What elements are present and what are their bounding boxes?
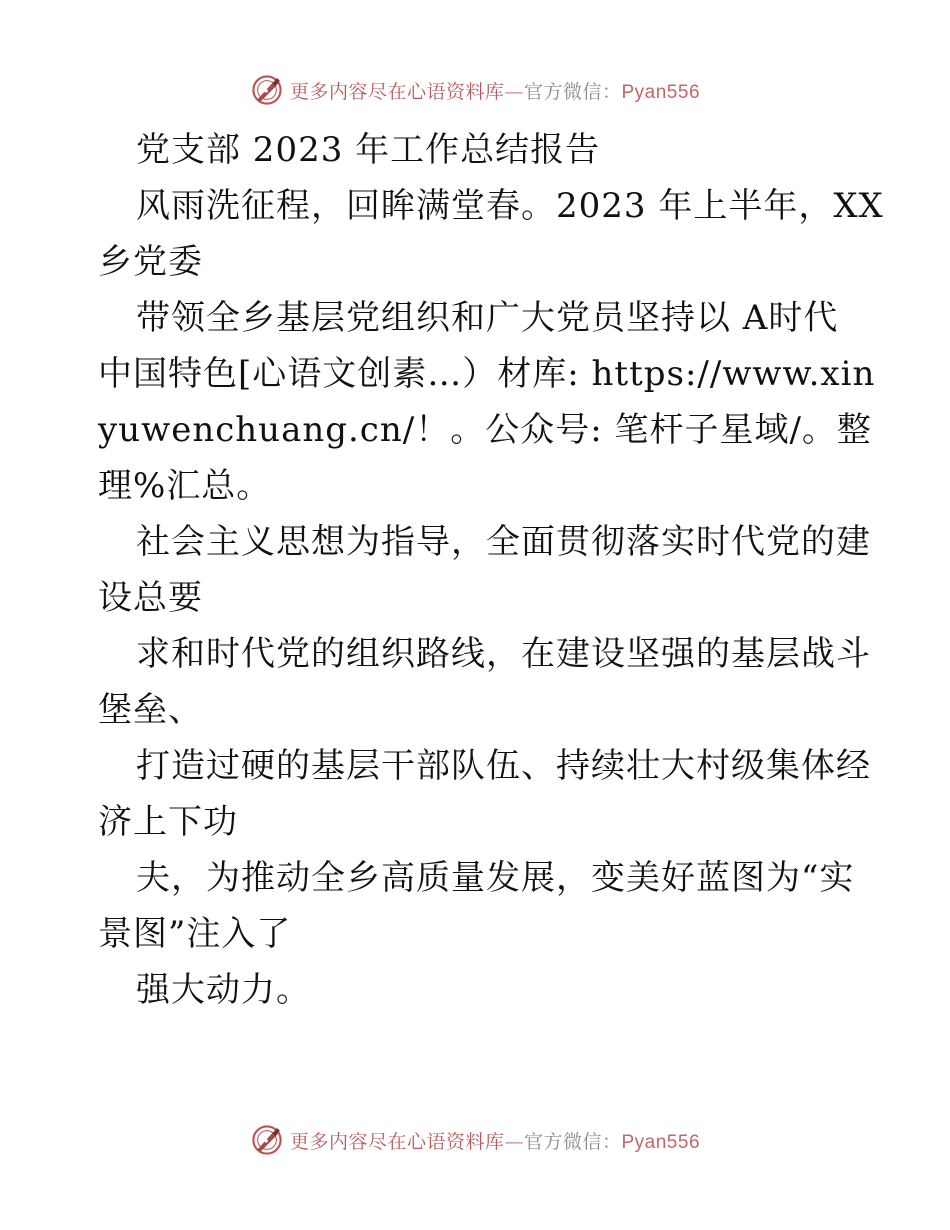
paragraph-line: 景图”注入了: [98, 914, 292, 954]
paragraph-line: 带领全乡基层党组织和广大党员坚持以 A时代: [136, 298, 839, 338]
paragraph-line: 强大动力。: [136, 970, 311, 1010]
paragraph-line: 乡党委: [98, 242, 203, 282]
paragraph-line: 堡垒、: [98, 690, 203, 730]
header-watermark: [0, 70, 950, 110]
paragraph-line: 求和时代党的组织路线，在建设坚强的基层战斗: [136, 634, 871, 674]
pen-logo-icon: [250, 1123, 284, 1157]
document-body: [98, 122, 884, 1018]
document-title: 党支部 2023 年工作总结报告: [136, 130, 601, 170]
paragraph-line: 社会主义思想为指导，全面贯彻落实时代党的建: [136, 522, 871, 562]
paragraph-line: 设总要: [98, 578, 203, 618]
paragraph-line: 夫，为推动全乡高质量发展，变美好蓝图为“实: [136, 858, 855, 898]
paragraph-line: 打造过硬的基层干部队伍、持续壮大村级集体经: [136, 746, 871, 786]
paragraph-line: 济上下功: [98, 802, 238, 842]
watermark-text: 更多内容尽在心语资料库—官方微信：Pyan556: [289, 1130, 701, 1153]
paragraph-line: 理%汇总。: [98, 466, 272, 506]
pen-logo-icon: [250, 73, 284, 107]
footer-watermark: [0, 1120, 950, 1160]
paragraph-line: yuwenchuang.cn/！。公众号: 笔杆子星域/。整: [98, 410, 872, 450]
paragraph-line: 风雨洗征程，回眸满堂春。2023 年上半年，XX: [136, 186, 884, 226]
watermark-text: 更多内容尽在心语资料库—官方微信：Pyan556: [289, 80, 701, 103]
paragraph-line: 中国特色[心语文创素…）材库: https://www.xin: [98, 354, 876, 394]
